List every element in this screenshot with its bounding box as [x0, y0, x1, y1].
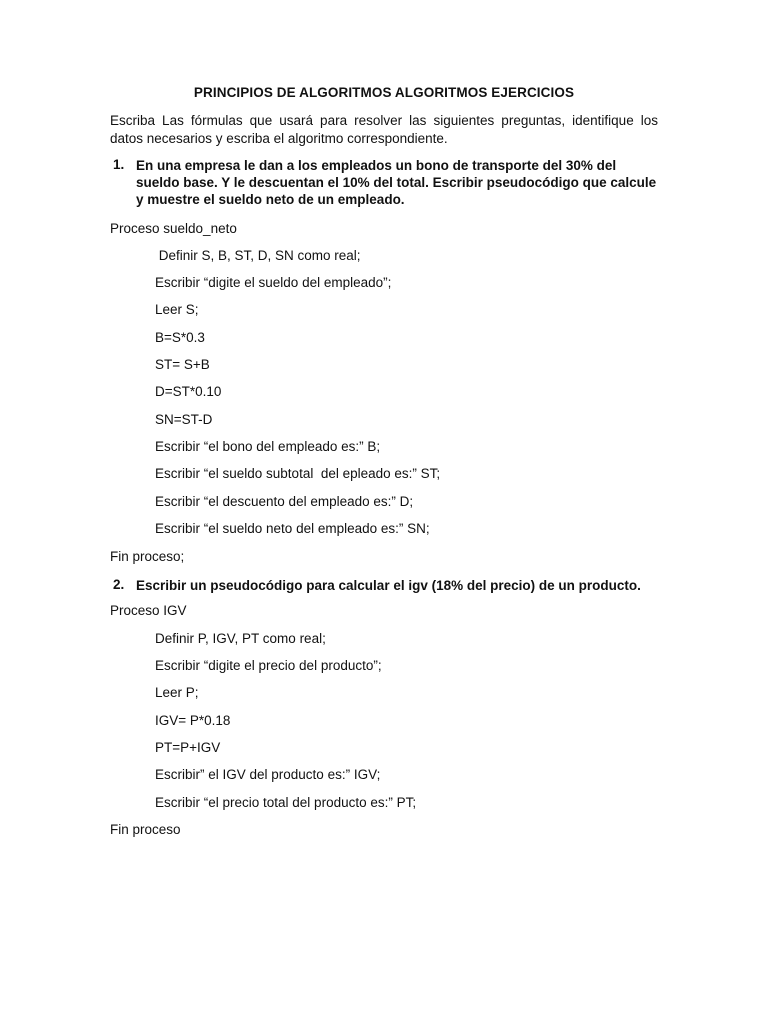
code-line: Escribir “digite el sueldo del empleado”; — [155, 275, 392, 290]
exercise-1-process-start: Proceso sueldo_neto — [110, 221, 237, 236]
code-line: Escribir” el IGV del producto es:” IGV; — [155, 767, 381, 782]
code-line: Escribir “el sueldo neto del empleado es:” SN; — [155, 521, 430, 536]
code-line: Escribir “el precio total del producto es:” PT; — [155, 795, 417, 810]
code-line: IGV= P*0.18 — [155, 713, 231, 728]
exercise-2-number: 2. — [113, 577, 125, 592]
code-line: D=ST*0.10 — [155, 384, 222, 399]
exercise-2-process-end: Fin proceso — [110, 822, 181, 837]
code-line: SN=ST-D — [155, 412, 213, 427]
code-line: Definir S, B, ST, D, SN como real; — [155, 248, 361, 263]
code-line: Escribir “el bono del empleado es:” B; — [155, 439, 381, 454]
code-line: Escribir “digite el precio del producto”; — [155, 658, 382, 673]
code-line: B=S*0.3 — [155, 330, 205, 345]
code-line: Escribir “el descuento del empleado es:” D; — [155, 494, 414, 509]
exercise-2-process-start: Proceso IGV — [110, 603, 187, 618]
exercise-2-statement: Escribir un pseudocódigo para calcular el igv (18% del precio) de un producto. — [136, 578, 641, 593]
code-line: Leer P; — [155, 685, 199, 700]
code-line: Leer S; — [155, 302, 199, 317]
code-line: PT=P+IGV — [155, 740, 221, 755]
intro-paragraph: Escriba Las fórmulas que usará para resolver las siguientes preguntas, identifique los datos necesarios y escriba el algoritmo correspondiente. — [110, 113, 658, 146]
exercise-1-process-end: Fin proceso; — [110, 549, 185, 564]
code-line: Definir P, IGV, PT como real; — [155, 631, 326, 646]
exercise-1-number: 1. — [113, 157, 125, 172]
code-line: Escribir “el sueldo subtotal del epleado es:” ST; — [155, 466, 441, 481]
document-title: PRINCIPIOS DE ALGORITMOS ALGORITMOS EJERCICIOS — [193, 85, 575, 100]
exercise-1-statement: En una empresa le dan a los empleados un bono de transporte del 30% del sueldo base. Y le descuentan el 10% del total. Escribir pseudocódigo que calcule y muestre el sueldo neto de un empleado. — [136, 158, 657, 207]
code-line: ST= S+B — [155, 357, 210, 372]
